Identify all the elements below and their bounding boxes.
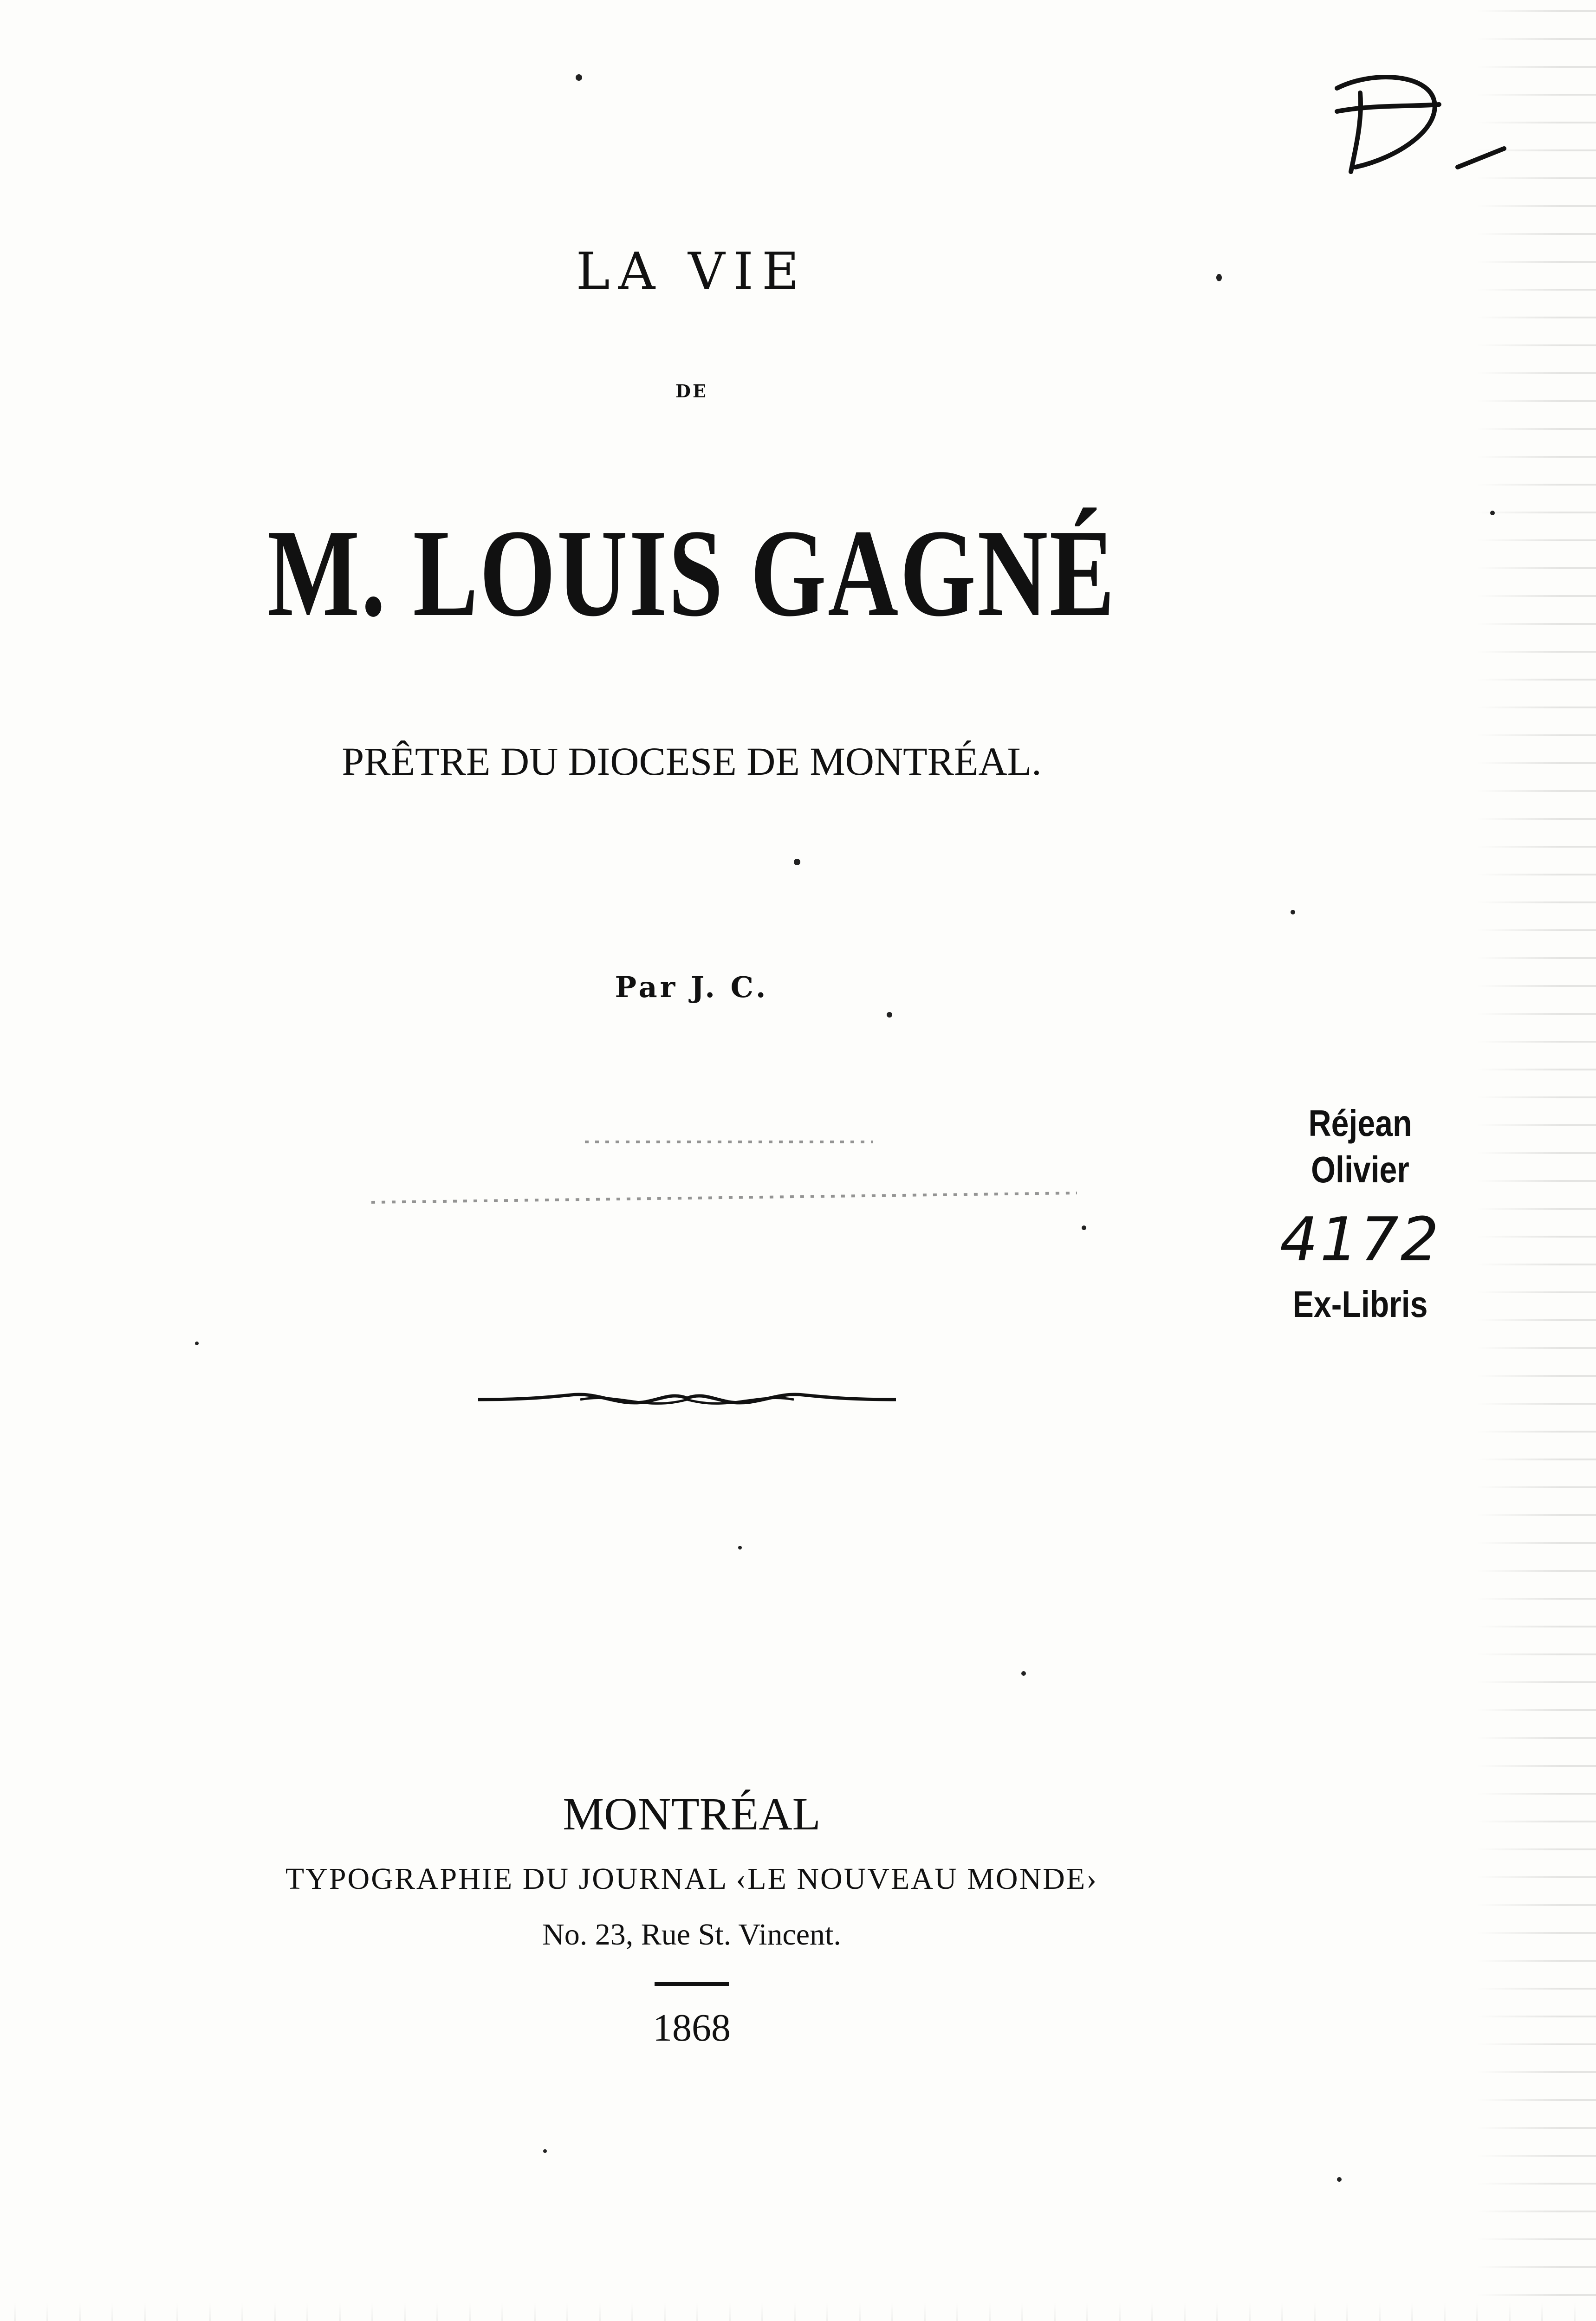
scan-edge-bottom (0, 2302, 1596, 2321)
faded-stamp-mark (353, 1123, 1096, 1235)
speck (195, 1342, 199, 1345)
ex-libris-stamp (1263, 1100, 1458, 1328)
imprint-address: No. 23, Rue St. Vincent. (542, 1918, 841, 1951)
subtitle: PRÊTRE DU DIOCESE DE MONTRÉAL. (342, 739, 1042, 784)
scan-edge-right (1475, 0, 1596, 2321)
speck (1490, 511, 1495, 515)
speck (1021, 1671, 1026, 1676)
stamp-line-2: Olivier (1311, 1149, 1409, 1190)
year-rule (655, 1982, 729, 1986)
imprint-year: 1868 (653, 2006, 731, 2049)
author-line: Par J. C. (615, 970, 769, 1004)
speck (887, 1012, 892, 1018)
stamp-line-3: Ex-Libris (1292, 1284, 1428, 1325)
title-line-la-vie: LA VIE (576, 241, 808, 301)
speck (738, 1546, 742, 1549)
title-line-de: DE (675, 381, 708, 402)
speck (1337, 2177, 1342, 2182)
ornamental-rule (478, 1379, 896, 1420)
title-name: M. LOUIS GAGNÉ (267, 504, 1116, 642)
stamp-number: 4172 (1279, 1204, 1441, 1275)
speck (576, 74, 582, 81)
imprint-place: MONTRÉAL (563, 1788, 821, 1840)
speck (794, 859, 800, 865)
imprint-printer: TYPOGRAPHIE DU JOURNAL ‹LE NOUVEAU MONDE› (285, 1862, 1098, 1896)
handwritten-d-mark (1318, 60, 1513, 181)
stamp-line-1: Réjean (1308, 1102, 1412, 1144)
speck (1291, 910, 1295, 914)
speck (543, 2149, 547, 2153)
